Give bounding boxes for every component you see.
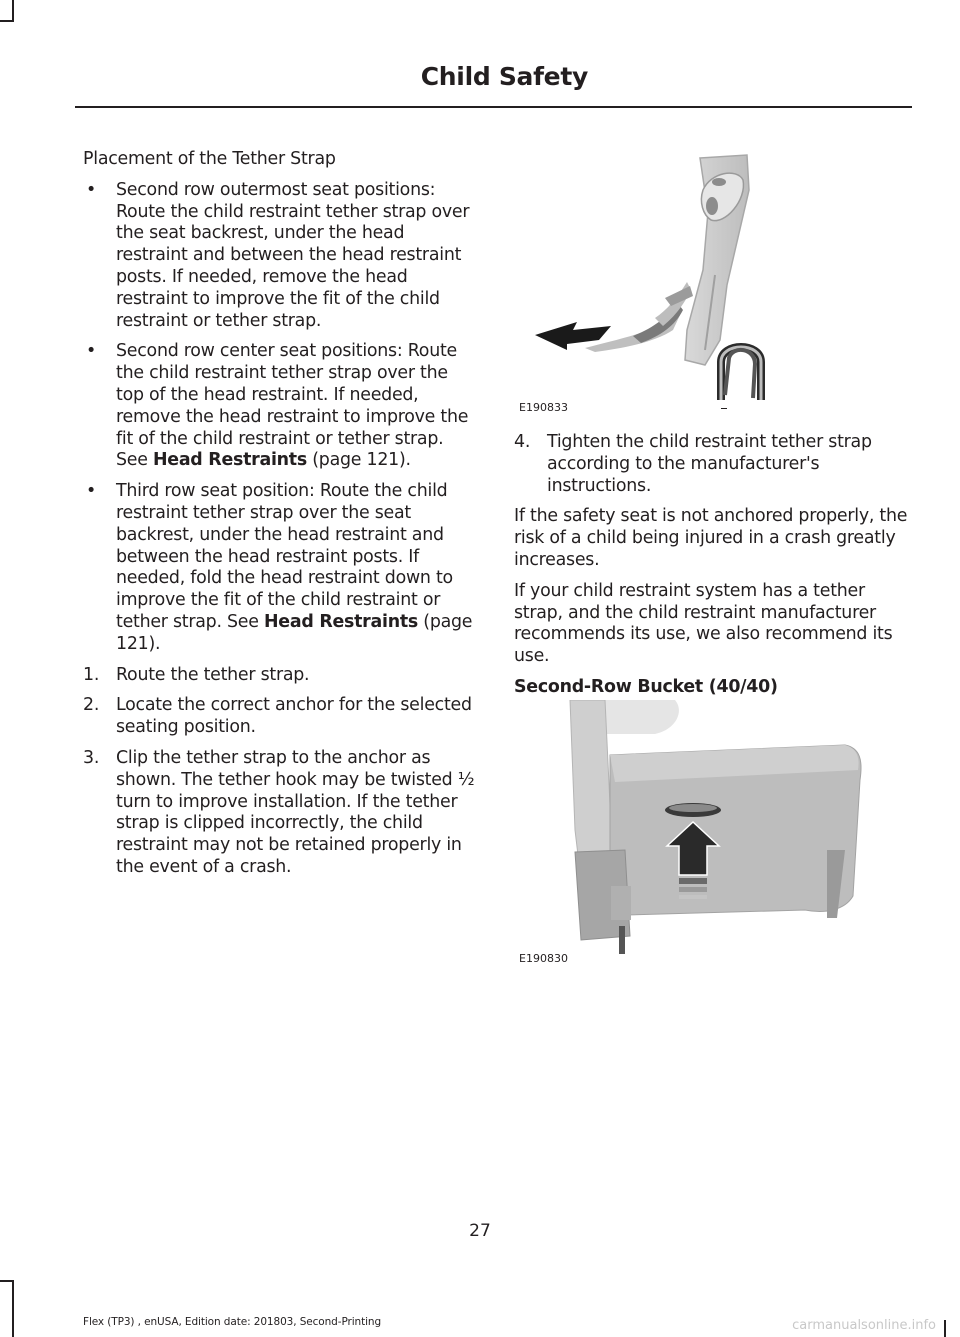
bullet-item [83, 481, 478, 655]
step-number: 3. [83, 747, 100, 768]
paragraph: If your child restraint system has a tether strap, and the child restraint manufacturer recommends its use, we also recommend its use. [514, 580, 893, 667]
step-text: Locate the correct anchor for the selected seating position. [116, 695, 472, 738]
header-rule [75, 106, 912, 108]
bullet-item [83, 341, 478, 472]
bullet-marker: • [86, 179, 97, 200]
right-column [514, 432, 909, 708]
crop-mark [0, 1280, 14, 1282]
watermark: carmanualsonline.info [792, 1318, 936, 1333]
page-reference: (page 121). [306, 450, 411, 471]
cross-reference-link[interactable]: Head Restraints [152, 450, 307, 471]
figure-code: E190833 [519, 401, 568, 414]
step-text: Route the tether strap. [116, 664, 310, 685]
crop-mark [12, 1280, 14, 1337]
step-text: Tighten the child restraint tether strap according to the manufacturer's instructions. [547, 432, 872, 496]
page-number: 27 [469, 1221, 491, 1241]
step-number: 4. [514, 432, 531, 452]
bullet-text: Third row seat position: Route the child restraint tether strap over the seat backrest, under the head restraint and between the head restraint posts. If needed, fold the head restraint down to improve the fit of the child restraint or tether strap. See [116, 481, 453, 632]
step-number: 2. [83, 695, 100, 716]
step-item [83, 665, 478, 687]
cross-reference-link[interactable]: Head Restraints [263, 611, 418, 632]
paragraph: If the safety seat is not anchored properly, the risk of a child being injured in a crash greatly increases. [514, 506, 908, 570]
bullet-marker: • [86, 481, 97, 502]
left-column [83, 149, 478, 888]
footer-text: Flex (TP3) , enUSA, Edition date: 201803, Second-Printing [83, 1316, 382, 1328]
crop-mark [0, 20, 14, 22]
step-item [514, 432, 909, 497]
crop-mark [12, 0, 14, 20]
step-item [83, 748, 478, 879]
page-title: Child Safety [420, 62, 588, 91]
bullet-text: Second row outermost seat positions: Route the child restraint tether strap over the seat backrest, under the head restraint and between the head restraint posts. If needed, remove the head restraint to improve the fit of the child restraint or tether strap. [116, 179, 470, 331]
figure-code: E190830 [519, 952, 568, 965]
page-reference: (page 121). [116, 611, 473, 654]
subheading: Placement of the Tether Strap [83, 149, 336, 169]
bullet-text: Second row center seat positions: Route the child restraint tether strap over the top of the head restraint. If needed, remove the head restraint to improve the fit of the child restraint or tether strap. See [116, 341, 469, 471]
bullet-item [83, 180, 478, 333]
dash-mark [721, 408, 727, 409]
seat-anchor-illustration [515, 700, 865, 968]
tether-hook-illustration [515, 150, 780, 414]
step-number: 1. [83, 664, 100, 685]
step-item [83, 695, 478, 739]
section-heading: Second-Row Bucket (40/40) [514, 676, 778, 697]
crop-mark [944, 1320, 946, 1337]
bullet-marker: • [86, 341, 97, 362]
step-text: Clip the tether strap to the anchor as shown. The tether hook may be twisted ½ turn to improve installation. If the tether strap is clipped incorrectly, the child restraint may not be retained properly in the event of a crash. [116, 747, 475, 877]
